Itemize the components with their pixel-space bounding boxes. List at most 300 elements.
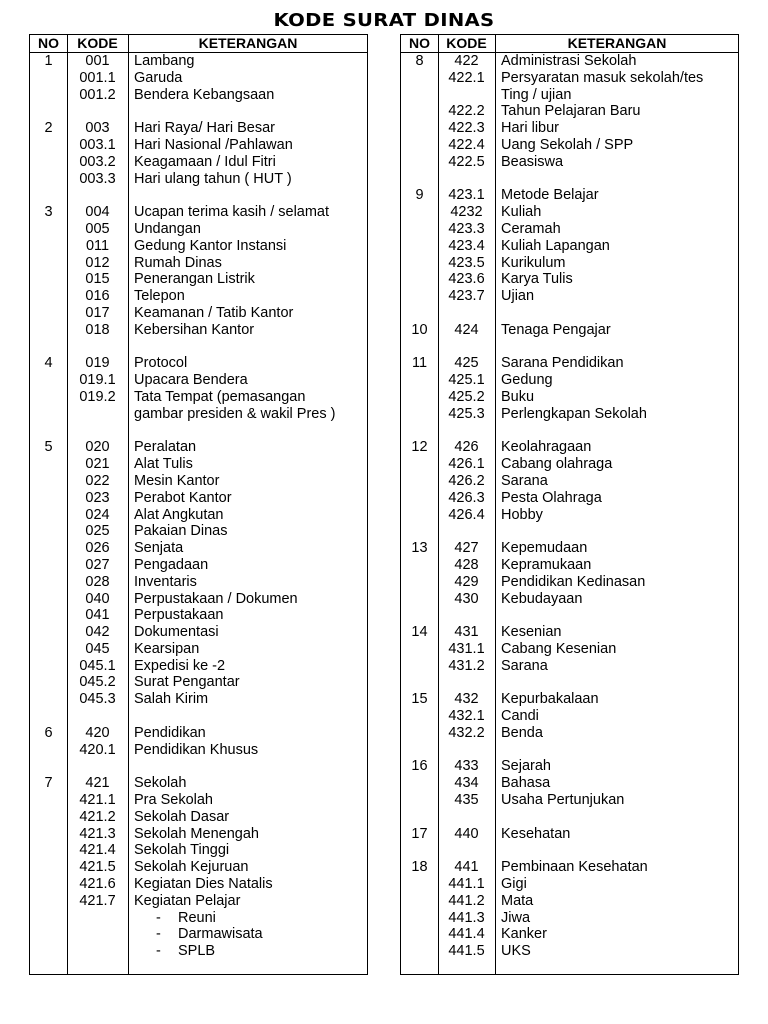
row-kode: 012 <box>85 254 110 271</box>
row-kode: 001.1 <box>79 69 116 86</box>
row-number: 11 <box>411 355 428 372</box>
row-keterangan: Keagamaan / Idul Fitri <box>134 153 276 170</box>
row-keterangan: Kebersihan Kantor <box>134 321 255 338</box>
table-row <box>401 910 738 927</box>
row-kode: 426.3 <box>448 489 485 506</box>
row-kode: 441.4 <box>448 926 485 943</box>
table-row <box>30 423 367 440</box>
table-row <box>30 809 367 826</box>
row-kode: 420 <box>85 724 110 741</box>
table-row <box>30 271 367 288</box>
row-keterangan: Kuliah <box>501 204 542 221</box>
row-number: 1 <box>44 53 53 69</box>
row-keterangan: Lambang <box>134 53 195 69</box>
table-row <box>401 473 738 490</box>
row-keterangan: Kepurbakalaan <box>501 691 599 708</box>
table-row <box>401 221 738 238</box>
table-row <box>30 406 367 423</box>
row-keterangan: Senjata <box>134 540 184 557</box>
row-kode: 433 <box>454 758 479 775</box>
table-row <box>30 288 367 305</box>
row-keterangan: Bendera Kebangsaan <box>134 86 275 103</box>
row-kode: 003.1 <box>79 136 116 153</box>
row-keterangan: Sekolah Dasar <box>134 808 230 825</box>
row-keterangan: Ucapan terima kasih / selamat <box>134 204 330 221</box>
row-keterangan: Inventaris <box>134 573 197 590</box>
row-keterangan: Expedisi ke -2 <box>134 657 226 674</box>
row-kode: 001.2 <box>79 86 116 103</box>
table-row <box>30 456 367 473</box>
row-keterangan: Administrasi Sekolah <box>501 53 637 69</box>
table-row <box>401 574 738 591</box>
row-kode: 421.5 <box>79 859 116 876</box>
row-kode: 423.4 <box>448 237 485 254</box>
row-kode: 421.3 <box>79 825 116 842</box>
row-keterangan: Sarana <box>501 472 548 489</box>
row-keterangan: Cabang Kesenian <box>501 640 617 657</box>
row-keterangan: Pakaian Dinas <box>134 523 228 540</box>
row-keterangan: Buku <box>501 388 535 405</box>
table-row <box>401 490 738 507</box>
table-row <box>401 809 738 826</box>
row-kode: 003.2 <box>79 153 116 170</box>
table-row <box>401 204 738 221</box>
row-kode: 019.2 <box>79 388 116 405</box>
row-kode: 423.6 <box>448 271 485 288</box>
row-keterangan: UKS <box>501 943 531 960</box>
row-keterangan: Kebudayaan <box>501 590 583 607</box>
header-keterangan: KETERANGAN <box>198 35 298 51</box>
table-row <box>401 658 738 675</box>
row-number: 12 <box>411 439 428 456</box>
row-keterangan: Hari Nasional /Pahlawan <box>134 136 293 153</box>
row-keterangan: Kesehatan <box>501 825 571 842</box>
table-body <box>30 53 367 960</box>
table-row <box>30 439 367 456</box>
row-kode: 004 <box>85 204 110 221</box>
row-keterangan: Upacara Bendera <box>134 372 248 389</box>
row-keterangan: Keamanan / Tatib Kantor <box>134 304 294 321</box>
row-kode: 441.1 <box>448 876 485 893</box>
table-row <box>30 910 367 927</box>
header-keterangan: KETERANGAN <box>567 35 667 51</box>
table-row <box>401 507 738 524</box>
table-row <box>30 641 367 658</box>
table-row <box>30 674 367 691</box>
bullet-dash: - <box>156 926 161 943</box>
row-keterangan: Metode Belajar <box>501 187 599 204</box>
table-row <box>30 238 367 255</box>
table-row <box>401 439 738 456</box>
row-kode: 022 <box>85 472 110 489</box>
row-keterangan: gambar presiden & wakil Pres ) <box>134 405 336 422</box>
table-row <box>30 574 367 591</box>
row-keterangan: Pendidikan Kedinasan <box>501 573 646 590</box>
table-row <box>401 355 738 372</box>
row-keterangan: Persyaratan masuk sekolah/tes <box>501 69 704 86</box>
row-number: 4 <box>44 355 53 372</box>
row-kode: 430 <box>454 590 479 607</box>
table-row <box>30 523 367 540</box>
row-number: 18 <box>411 859 428 876</box>
table-row <box>401 691 738 708</box>
row-number: 13 <box>411 540 428 557</box>
table-row <box>401 456 738 473</box>
row-kode: 042 <box>85 624 110 641</box>
row-keterangan: Kepemudaan <box>501 540 588 557</box>
row-keterangan: Pendidikan <box>134 724 206 741</box>
row-kode: 429 <box>454 573 479 590</box>
row-kode: 045.3 <box>79 691 116 708</box>
row-kode: 021 <box>85 456 110 473</box>
row-kode: 001 <box>85 53 110 69</box>
table-row <box>401 53 738 70</box>
table-row <box>30 725 367 742</box>
row-kode: 425.3 <box>448 405 485 422</box>
row-keterangan: Sejarah <box>501 758 551 775</box>
row-kode: 431.1 <box>448 640 485 657</box>
row-kode: 045 <box>85 640 110 657</box>
row-number: 9 <box>415 187 424 204</box>
row-keterangan: Telepon <box>134 288 185 305</box>
row-keterangan: Benda <box>501 724 543 741</box>
table-row <box>401 103 738 120</box>
row-keterangan: Garuda <box>134 69 183 86</box>
row-kode: 424 <box>454 321 479 338</box>
table-row <box>401 943 738 960</box>
row-keterangan: Pendidikan Khusus <box>134 741 259 758</box>
row-keterangan: Ting / ujian <box>501 86 572 103</box>
table-row <box>401 859 738 876</box>
table-row <box>30 70 367 87</box>
row-number: 15 <box>411 691 428 708</box>
table-header <box>401 35 738 53</box>
row-keterangan: Tenaga Pengajar <box>501 321 611 338</box>
table-row <box>401 725 738 742</box>
row-kode: 425.1 <box>448 372 485 389</box>
row-keterangan <box>134 926 263 943</box>
row-kode: 434 <box>454 775 479 792</box>
row-kode: 017 <box>85 304 110 321</box>
row-number: 3 <box>44 204 53 221</box>
bullet-dash: - <box>156 943 161 960</box>
row-keterangan: Perabot Kantor <box>134 489 232 506</box>
row-keterangan: Tahun Pelajaran Baru <box>501 103 641 120</box>
table-row <box>30 624 367 641</box>
row-keterangan: Kegiatan Pelajar <box>134 892 241 909</box>
row-kode: 019.1 <box>79 372 116 389</box>
table-row <box>30 876 367 893</box>
table-row <box>401 926 738 943</box>
row-kode: 019 <box>85 355 110 372</box>
row-kode: 421.6 <box>79 876 116 893</box>
table-row <box>30 826 367 843</box>
row-keterangan <box>134 943 215 960</box>
row-keterangan: Hari Raya/ Hari Besar <box>134 120 276 137</box>
row-kode: 045.1 <box>79 657 116 674</box>
row-kode: 435 <box>454 792 479 809</box>
table-row <box>30 708 367 725</box>
table-row <box>30 658 367 675</box>
table-row <box>401 372 738 389</box>
row-keterangan: Hobby <box>501 506 543 523</box>
table-row <box>401 87 738 104</box>
row-keterangan: Sekolah Kejuruan <box>134 859 249 876</box>
row-keterangan: Sekolah Tinggi <box>134 842 230 859</box>
bullet-dash: - <box>156 909 161 926</box>
row-kode: 422.1 <box>448 69 485 86</box>
table-row <box>30 742 367 759</box>
table-row <box>401 842 738 859</box>
table-row <box>30 926 367 943</box>
row-keterangan: Beasiswa <box>501 153 564 170</box>
table-row <box>30 859 367 876</box>
row-keterangan: Kuliah Lapangan <box>501 237 610 254</box>
row-keterangan: Gedung <box>501 372 553 389</box>
row-kode: 432 <box>454 691 479 708</box>
table-body <box>401 53 738 960</box>
table-row <box>30 255 367 272</box>
table-row <box>401 775 738 792</box>
row-keterangan: Sarana <box>501 657 548 674</box>
table-row <box>30 204 367 221</box>
row-keterangan: Kegiatan Dies Natalis <box>134 876 273 893</box>
table-row <box>30 473 367 490</box>
row-keterangan: Cabang olahraga <box>501 456 613 473</box>
table-row <box>401 255 738 272</box>
row-kode: 426.4 <box>448 506 485 523</box>
row-keterangan-text: SPLB <box>178 943 216 960</box>
table-row <box>401 187 738 204</box>
table-row <box>401 154 738 171</box>
row-kode: 426.1 <box>448 456 485 473</box>
header-kode: KODE <box>77 35 118 51</box>
table-row <box>401 423 738 440</box>
table-row <box>30 154 367 171</box>
table-row <box>30 591 367 608</box>
row-keterangan: Protocol <box>134 355 188 372</box>
row-kode: 423.3 <box>448 220 485 237</box>
table-row <box>30 187 367 204</box>
row-kode: 003 <box>85 120 110 137</box>
row-kode: 423.5 <box>448 254 485 271</box>
row-keterangan: Tata Tempat (pemasangan <box>134 388 306 405</box>
row-keterangan: Karya Tulis <box>501 271 573 288</box>
table-row <box>401 792 738 809</box>
row-kode: 028 <box>85 573 110 590</box>
table-row <box>30 490 367 507</box>
table-row <box>30 221 367 238</box>
table-row <box>30 775 367 792</box>
table-row <box>30 53 367 70</box>
table-row <box>30 943 367 960</box>
row-kode: 016 <box>85 288 110 305</box>
row-kode: 427 <box>454 540 479 557</box>
table-row <box>401 876 738 893</box>
left-code-table <box>29 34 368 975</box>
table-row <box>401 641 738 658</box>
row-kode: 421.1 <box>79 792 116 809</box>
row-kode: 015 <box>85 271 110 288</box>
table-row <box>30 355 367 372</box>
table-row <box>401 305 738 322</box>
table-row <box>401 674 738 691</box>
row-keterangan: Pra Sekolah <box>134 792 213 809</box>
row-number: 10 <box>411 321 428 338</box>
row-kode: 421 <box>85 775 110 792</box>
row-kode: 432.1 <box>448 708 485 725</box>
table-row <box>401 171 738 188</box>
row-kode: 025 <box>85 523 110 540</box>
row-kode: 421.4 <box>79 842 116 859</box>
row-keterangan: Pesta Olahraga <box>501 489 602 506</box>
row-keterangan: Dokumentasi <box>134 624 219 641</box>
row-keterangan: Kanker <box>501 926 547 943</box>
row-keterangan: Mata <box>501 892 534 909</box>
header-no: NO <box>409 35 430 51</box>
row-kode: 011 <box>85 237 110 254</box>
table-row <box>401 406 738 423</box>
row-keterangan: Gigi <box>501 876 527 893</box>
table-row <box>401 826 738 843</box>
row-kode: 040 <box>85 590 110 607</box>
row-kode: 425.2 <box>448 388 485 405</box>
row-kode: 421.2 <box>79 808 116 825</box>
row-kode: 440 <box>454 825 479 842</box>
table-header <box>30 35 367 53</box>
row-kode: 422.5 <box>448 153 485 170</box>
row-keterangan: Penerangan Listrik <box>134 271 255 288</box>
row-kode: 026 <box>85 540 110 557</box>
table-row <box>30 372 367 389</box>
table-row <box>401 607 738 624</box>
table-row <box>30 540 367 557</box>
row-keterangan: Kearsipan <box>134 640 200 657</box>
row-kode: 431 <box>454 624 479 641</box>
row-keterangan: Jiwa <box>501 909 531 926</box>
table-row <box>401 523 738 540</box>
row-number: 17 <box>411 825 428 842</box>
row-keterangan: Candi <box>501 708 539 725</box>
table-row <box>30 842 367 859</box>
table-row <box>401 708 738 725</box>
row-kode: 024 <box>85 506 110 523</box>
table-row <box>30 691 367 708</box>
row-kode: 027 <box>85 556 110 573</box>
row-number: 8 <box>415 53 424 69</box>
row-keterangan: Gedung Kantor Instansi <box>134 237 287 254</box>
row-kode: 441.5 <box>448 943 485 960</box>
row-kode: 441.3 <box>448 909 485 926</box>
header-no: NO <box>38 35 59 51</box>
row-kode: 432.2 <box>448 724 485 741</box>
right-code-table <box>400 34 739 975</box>
table-row <box>401 624 738 641</box>
row-keterangan: Undangan <box>134 220 201 237</box>
row-keterangan: Sarana Pendidikan <box>501 355 624 372</box>
row-keterangan: Peralatan <box>134 439 197 456</box>
table-row <box>30 507 367 524</box>
table-row <box>30 120 367 137</box>
row-kode: 018 <box>85 321 110 338</box>
row-kode: 422.2 <box>448 103 485 120</box>
row-number: 14 <box>411 624 428 641</box>
row-keterangan: Hari ulang tahun ( HUT ) <box>134 170 292 187</box>
row-keterangan: Ujian <box>501 288 535 305</box>
row-keterangan: Keolahragaan <box>501 439 592 456</box>
row-kode: 422.3 <box>448 120 485 137</box>
table-row <box>30 758 367 775</box>
table-row <box>401 742 738 759</box>
header-kode: KODE <box>446 35 487 51</box>
row-keterangan: Uang Sekolah / SPP <box>501 136 634 153</box>
row-kode: 422.4 <box>448 136 485 153</box>
row-keterangan: Kepramukaan <box>501 556 592 573</box>
table-row <box>401 893 738 910</box>
row-keterangan: Kurikulum <box>501 254 566 271</box>
row-number: 16 <box>411 758 428 775</box>
row-keterangan: Perpustakaan / Dokumen <box>134 590 298 607</box>
table-row <box>401 758 738 775</box>
table-row <box>30 137 367 154</box>
row-kode: 045.2 <box>79 674 116 691</box>
row-kode: 420.1 <box>79 741 116 758</box>
row-kode: 020 <box>85 439 110 456</box>
row-keterangan: Hari libur <box>501 120 560 137</box>
row-keterangan: Ceramah <box>501 220 561 237</box>
row-keterangan: Bahasa <box>501 775 551 792</box>
table-row <box>30 171 367 188</box>
table-row <box>30 792 367 809</box>
row-keterangan-text: Reuni <box>178 909 216 926</box>
row-number: 6 <box>44 724 53 741</box>
table-row <box>401 288 738 305</box>
row-kode: 023 <box>85 489 110 506</box>
table-row <box>401 271 738 288</box>
page-title: KODE SURAT DINAS <box>273 11 495 31</box>
table-row <box>30 339 367 356</box>
row-kode: 005 <box>85 220 110 237</box>
row-kode: 441.2 <box>448 892 485 909</box>
table-row <box>401 322 738 339</box>
row-number: 5 <box>44 439 53 456</box>
row-keterangan: Salah Kirim <box>134 691 209 708</box>
table-row <box>401 339 738 356</box>
table-row <box>401 540 738 557</box>
table-row <box>30 87 367 104</box>
table-row <box>401 238 738 255</box>
row-keterangan: Perlengkapan Sekolah <box>501 405 647 422</box>
table-row <box>30 557 367 574</box>
row-kode: 441 <box>454 859 479 876</box>
table-row <box>401 120 738 137</box>
row-kode: 426.2 <box>448 472 485 489</box>
table-row <box>30 305 367 322</box>
row-kode: 423.1 <box>448 187 485 204</box>
row-kode: 431.2 <box>448 657 485 674</box>
row-keterangan: Pembinaan Kesehatan <box>501 859 648 876</box>
table-row <box>30 607 367 624</box>
row-number: 2 <box>44 120 53 137</box>
row-keterangan: Sekolah <box>134 775 187 792</box>
row-keterangan: Kesenian <box>501 624 562 641</box>
row-kode: 4232 <box>450 204 483 221</box>
row-kode: 426 <box>454 439 479 456</box>
table-row <box>401 137 738 154</box>
row-kode: 423.7 <box>448 288 485 305</box>
row-keterangan: Rumah Dinas <box>134 254 222 271</box>
row-kode: 421.7 <box>79 892 116 909</box>
